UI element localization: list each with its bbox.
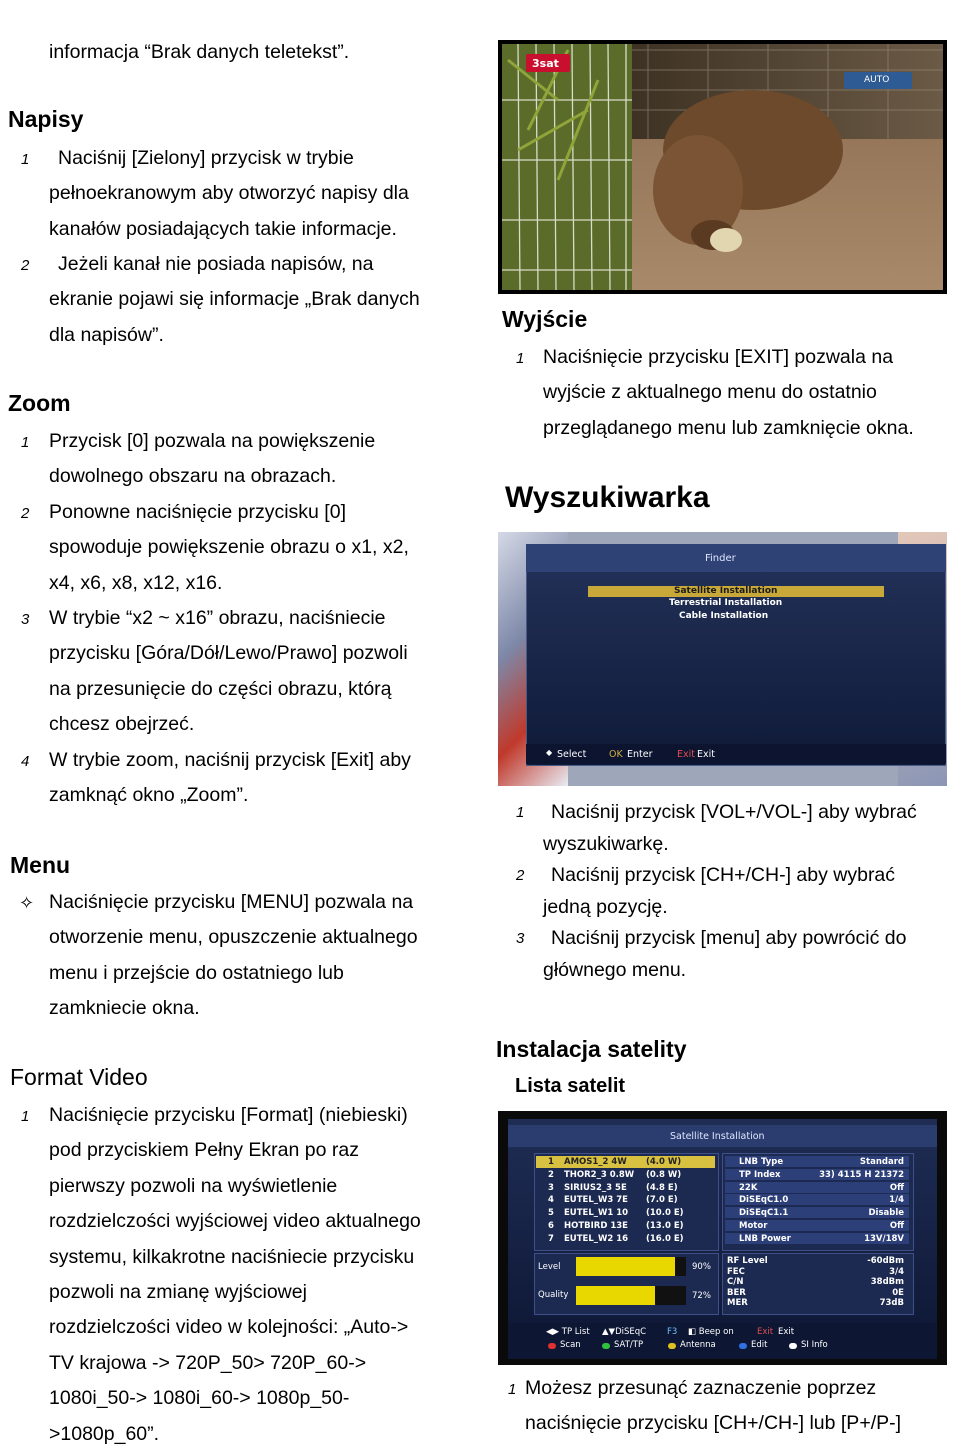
- sat-row-pos: (4.8 E): [646, 1182, 678, 1193]
- zoom-num-1: 1: [21, 434, 30, 451]
- footer-tp-list[interactable]: ◀▶ TP List: [546, 1327, 590, 1337]
- footer-exit[interactable]: Exit: [778, 1327, 795, 1337]
- lnb-param-label: DiSEqC1.1: [739, 1208, 789, 1219]
- wyjscie-heading: Wyjście: [502, 306, 588, 332]
- sat-row-pos: (7.0 E): [646, 1195, 678, 1206]
- lnb-param-value: 33) 4115 H 21372: [819, 1169, 904, 1180]
- lnb-param-value: Disable: [868, 1208, 904, 1219]
- rf-param-label: RF Level: [727, 1256, 768, 1266]
- last-num-1: 1: [508, 1381, 517, 1398]
- rf-param-value: -60dBm: [867, 1256, 904, 1266]
- lnb-param-value: Off: [889, 1221, 904, 1231]
- satellite-installation-screenshot: [498, 1111, 947, 1365]
- lnb-param-label: LNB Type: [739, 1157, 784, 1167]
- lnb-param-label: Motor: [739, 1221, 768, 1231]
- zoom-num-3: 3: [21, 611, 30, 628]
- level-label: Level: [538, 1262, 561, 1272]
- lnb-param-value: Off: [889, 1182, 904, 1193]
- level-percent: 90%: [692, 1262, 711, 1272]
- footer-scan[interactable]: Scan: [560, 1340, 581, 1350]
- sat-title: Satellite Installation: [670, 1131, 765, 1142]
- format-heading: Format Video: [10, 1064, 148, 1090]
- rf-param-label: BER: [727, 1287, 746, 1298]
- finder-dialog: [526, 544, 946, 766]
- menu-bullet-icon: ✧: [19, 893, 35, 914]
- format-text: Naciśnięcie przycisku [Format] (niebieski) pod przyciskiem Pełny Ekran po raz pierwszy pozwoli na wyświetlenie rozdzielczości wyjściowej video aktualnego systemu, kilkakrotne naciśniecie przycisku pozwoli na zmianę wyjściowej rozdzielczości video w kolejności: „Auto-> TV krajowa -> 720P_50> 720P_60-> 1080i_50-> 1080i_60-> 1080p_50- >1080p_60”.: [49, 1104, 421, 1445]
- step-2-text: Naciśnij przycisk [CH+/CH-] aby wybrać jedną pozycję.: [543, 864, 896, 918]
- intro-line: informacja “Brak danych teletekst”.: [49, 41, 350, 63]
- sat-row-n: 6: [548, 1221, 554, 1231]
- zoom-num-2: 2: [21, 505, 30, 522]
- napisy-item-2: Jeżeli kanał nie posiada napisów, na ekranie pojawi się informacje „Brak danych dla napisów”.: [49, 253, 420, 346]
- sat-row-name[interactable]: EUTEL_W2 16: [564, 1233, 629, 1244]
- finder-footer-exit: Exit: [697, 749, 715, 760]
- napisy-num-2: 2: [21, 257, 30, 274]
- zoom-item-2: Ponowne naciśnięcie przycisku [0] spowoduje powiększenie obrazu o x1, x2, x4, x6, x8, x12, x16.: [49, 501, 409, 594]
- quality-bar-fill: [576, 1286, 655, 1305]
- step-num-3: 3: [516, 930, 525, 947]
- finder-footer: [526, 744, 946, 764]
- sat-row-n: 7: [548, 1233, 554, 1244]
- zoom-heading: Zoom: [8, 390, 71, 416]
- sat-row-name[interactable]: EUTEL_W3 7E: [564, 1195, 628, 1206]
- format-num-1: 1: [21, 1108, 30, 1125]
- quality-label: Quality: [538, 1290, 569, 1300]
- finder-screenshot: [498, 532, 947, 786]
- rf-param-value: 3/4: [889, 1266, 904, 1277]
- zoom-item-3: W trybie “x2 ~ x16” obrazu, naciśniecie przycisku [Góra/Dół/Lewo/Prawo] pozwoli na przesunięcie do części obrazu, którą chcesz obejrzeć.: [49, 607, 408, 736]
- rf-param-value: 0E: [892, 1287, 904, 1298]
- yellow-key-icon: [668, 1343, 676, 1349]
- footer-si-info[interactable]: SI Info: [801, 1340, 828, 1350]
- rf-param-label: FEC: [727, 1266, 745, 1277]
- finder-footer-exit-key: Exit: [677, 749, 695, 760]
- sat-row-n: 4: [548, 1195, 554, 1206]
- menu-heading: Menu: [10, 852, 71, 878]
- tv-auto-badge: AUTO: [864, 75, 890, 85]
- lnb-param-label: DiSEqC1.0: [739, 1195, 789, 1206]
- lnb-param-label: 22K: [739, 1182, 758, 1193]
- step-3-text: Naciśnij przycisk [menu] aby powrócić do głównego menu.: [543, 927, 907, 981]
- finder-option-terrestrial[interactable]: Terrestrial Installation: [669, 598, 783, 608]
- footer-diseqc[interactable]: ▲▼DiSEqC: [602, 1327, 647, 1337]
- step-num-1: 1: [516, 804, 525, 821]
- zoom-item-1: Przycisk [0] pozwala na powiększenie dowolnego obszaru na obrazach.: [49, 430, 376, 488]
- white-key-icon: [789, 1343, 797, 1349]
- tv-channel-logo: 3sat: [532, 57, 559, 70]
- wyszukiwarka-heading: Wyszukiwarka: [505, 481, 710, 514]
- sat-row-name[interactable]: AMOS1_2 4W: [564, 1157, 627, 1167]
- wyjscie-text: Naciśnięcie przycisku [EXIT] pozwala na wyjście z aktualnego menu do ostatnio przeglądanego menu lub zamknięcie okna.: [543, 346, 914, 439]
- wyjscie-num-1: 1: [516, 350, 525, 367]
- finder-select-icon: ◆: [546, 748, 553, 757]
- lista-satelit-heading: Lista satelit: [515, 1075, 626, 1097]
- sat-row-name[interactable]: SIRIUS2_3 5E: [564, 1182, 627, 1193]
- sat-row-pos: (13.0 E): [646, 1221, 684, 1231]
- footer-antenna[interactable]: Antenna: [680, 1340, 716, 1350]
- napisy-item-1: Naciśnij [Zielony] przycisk w trybie pełnoekranowym aby otworzyć napisy dla kanałów posiadających takie informacje.: [49, 147, 409, 240]
- instalacja-heading: Instalacja satelity: [496, 1036, 687, 1062]
- lnb-param-label: TP Index: [739, 1169, 781, 1180]
- tv-capybara-screenshot: [498, 40, 947, 294]
- finder-title: Finder: [705, 553, 736, 564]
- quality-percent: 72%: [692, 1291, 711, 1301]
- menu-text: Naciśnięcie przycisku [MENU] pozwala na otworzenie menu, opuszczenie aktualnego menu i przejście do ostatniego lub zamkniecie okna.: [49, 891, 418, 1020]
- footer-exit-key: Exit: [757, 1327, 774, 1337]
- sat-row-pos: (10.0 E): [646, 1208, 684, 1219]
- sat-row-name[interactable]: EUTEL_W1 10: [564, 1208, 629, 1219]
- level-bar-fill: [576, 1257, 675, 1276]
- finder-title-bar: [526, 544, 946, 572]
- blue-key-icon: [739, 1343, 747, 1349]
- lnb-param-label: LNB Power: [739, 1233, 791, 1244]
- sat-row-n: 1: [548, 1157, 554, 1167]
- step-1-text: Naciśnij przycisk [VOL+/VOL-] aby wybrać wyszukiwarkę.: [543, 801, 917, 855]
- footer-beep[interactable]: ◧ Beep on: [688, 1327, 734, 1337]
- finder-option-cable[interactable]: Cable Installation: [679, 611, 769, 621]
- finder-footer-enter: Enter: [627, 749, 653, 760]
- green-key-icon: [602, 1343, 610, 1349]
- rf-param-value: 38dBm: [870, 1277, 904, 1287]
- step-num-2: 2: [516, 867, 525, 884]
- lnb-param-value: 1/4: [889, 1195, 904, 1206]
- sat-row-n: 2: [548, 1169, 554, 1180]
- rf-param-value: 73dB: [879, 1298, 904, 1308]
- footer-edit[interactable]: Edit: [751, 1340, 768, 1350]
- rf-param-label: C/N: [727, 1277, 744, 1287]
- sat-row-pos: (0.8 W): [646, 1169, 682, 1180]
- footer-sat-tp[interactable]: SAT/TP: [614, 1340, 644, 1350]
- sat-row-pos: (4.0 W): [646, 1157, 682, 1167]
- napisy-heading: Napisy: [8, 106, 84, 132]
- lnb-param-value: 13V/18V: [864, 1233, 904, 1244]
- sat-row-name[interactable]: HOTBIRD 13E: [564, 1221, 628, 1231]
- red-key-icon: [548, 1343, 556, 1349]
- sat-row-n: 3: [548, 1182, 554, 1193]
- zoom-item-4: W trybie zoom, naciśnij przycisk [Exit] aby zamknąć okno „Zoom”.: [49, 749, 411, 807]
- lnb-param-value: Standard: [859, 1157, 904, 1167]
- sat-row-pos: (16.0 E): [646, 1233, 684, 1244]
- finder-footer-ok-key: OK: [609, 749, 623, 760]
- finder-footer-select: Select: [557, 749, 587, 760]
- zoom-num-4: 4: [21, 753, 30, 770]
- sat-row-n: 5: [548, 1208, 554, 1219]
- footer-f3-key: F3: [667, 1327, 678, 1337]
- finder-option-satellite[interactable]: Satellite Installation: [674, 586, 778, 596]
- last-text: Możesz przesunąć zaznaczenie poprzez naciśnięcie przycisku [CH+/CH-] lub [P+/P-]: [525, 1377, 902, 1435]
- sat-row-name[interactable]: THOR2_3 0.8W: [564, 1169, 635, 1180]
- napisy-num-1: 1: [21, 151, 30, 168]
- rf-param-label: MER: [727, 1298, 748, 1308]
